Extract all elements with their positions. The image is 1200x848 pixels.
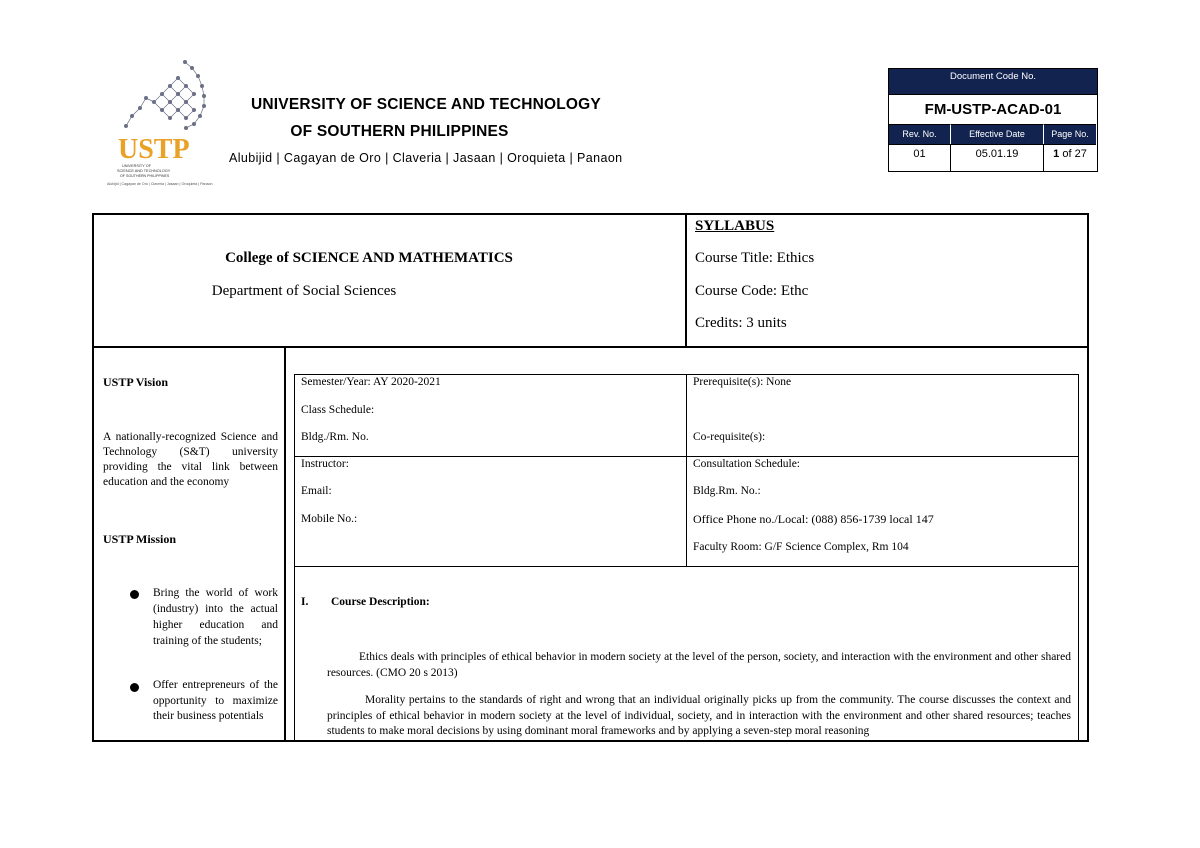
class-schedule: Class Schedule: xyxy=(301,404,375,416)
page-no-label: Page No. xyxy=(1043,124,1096,144)
faculty-room: Faculty Room: G/F Science Complex, Rm 104 xyxy=(693,541,909,553)
semester-year: Semester/Year: AY 2020-2021 xyxy=(301,376,441,388)
university-name-line2: OF SOUTHERN PHILIPPINES xyxy=(290,123,509,140)
section-number: I. xyxy=(301,596,309,608)
department-name: Department of Social Sciences xyxy=(211,283,397,299)
doc-code-value: FM-USTP-ACAD-01 xyxy=(889,94,1097,125)
email: Email: xyxy=(301,485,332,497)
consultation-schedule: Consultation Schedule: xyxy=(693,458,801,470)
mission-heading: USTP Mission xyxy=(103,532,177,546)
bullet-icon xyxy=(130,590,139,599)
syllabus-title: SYLLABUS xyxy=(695,218,775,234)
description-paragraph-2: Morality pertains to the standards of right and wrong that an individual originally picks up from the community. The course discusses the context and principles of ethical behavior in modern society at the level of individual, society, and in interaction with the environment and other shared resources; teaches students to make moral decisions by using dominant moral frameworks and by applying a seven-step moral reasoning xyxy=(327,694,1071,737)
office-phone: Office Phone no./Local: (088) 856-1739 local 147 xyxy=(693,512,934,526)
course-title: Course Title: Ethics xyxy=(695,250,815,266)
svg-text:Alubijid | Cagayan de Oro | Cl: Alubijid | Cagayan de Oro | Claveria | Jasaan | Oroquieta | Panaon xyxy=(107,182,213,186)
campus-list: Alubijid | Cagayan de Oro | Claveria | Jasaan | Oroquieta | Panaon xyxy=(229,151,623,165)
course-code: Course Code: Ethc xyxy=(695,283,809,299)
document-code-box xyxy=(888,68,1098,172)
doc-code-label: Document Code No. xyxy=(889,69,1097,94)
mission-item-2: Offer entrepreneurs of the opportunity to maximize their business potentials xyxy=(153,679,278,722)
mobile-no: Mobile No.: xyxy=(301,513,358,525)
corequisite: Co-requisite(s): xyxy=(693,431,766,443)
vision-text: A nationally-recognized Science and Technology (S&T) university providing the vital link between education and the economy xyxy=(103,431,278,488)
effective-date-value: 05.01.19 xyxy=(950,144,1043,171)
svg-text:UNIVERSITY OF: UNIVERSITY OF xyxy=(122,164,152,168)
svg-text:OF SOUTHERN PHILIPPINES: OF SOUTHERN PHILIPPINES xyxy=(120,174,170,178)
university-name-line1: UNIVERSITY OF SCIENCE AND TECHNOLOGY xyxy=(251,96,601,113)
ustp-logo xyxy=(100,56,230,188)
credits: Credits: 3 units xyxy=(695,315,787,331)
bldg-rm-no-2: Bldg.Rm. No.: xyxy=(693,485,761,497)
bldg-rm-no: Bldg./Rm. No. xyxy=(301,431,369,443)
bullet-icon xyxy=(130,683,139,692)
vision-heading: USTP Vision xyxy=(103,375,169,389)
description-paragraph-1: Ethics deals with principles of ethical behavior in modern society at the level of the person, society, and interaction with the environment and other shared resources. (CMO 20 s 2013) xyxy=(327,651,1071,679)
effective-date-label: Effective Date xyxy=(950,124,1043,144)
prerequisite: Prerequisite(s): None xyxy=(693,376,792,388)
mission-item-1: Bring the world of work (industry) into the actual higher education and training of the students; xyxy=(153,587,278,647)
course-description-heading: Course Description: xyxy=(331,596,430,608)
page-no-value: 1 of 27 xyxy=(1043,144,1096,171)
instructor: Instructor: xyxy=(301,458,349,470)
college-name: College of SCIENCE AND MATHEMATICS xyxy=(225,250,513,266)
rev-no-label: Rev. No. xyxy=(889,124,950,144)
rev-no-value: 01 xyxy=(889,144,950,171)
svg-text:SCIENCE AND TECHNOLOGY: SCIENCE AND TECHNOLOGY xyxy=(117,169,171,173)
svg-text:USTP: USTP xyxy=(118,134,190,165)
logo-network-icon xyxy=(100,56,230,188)
